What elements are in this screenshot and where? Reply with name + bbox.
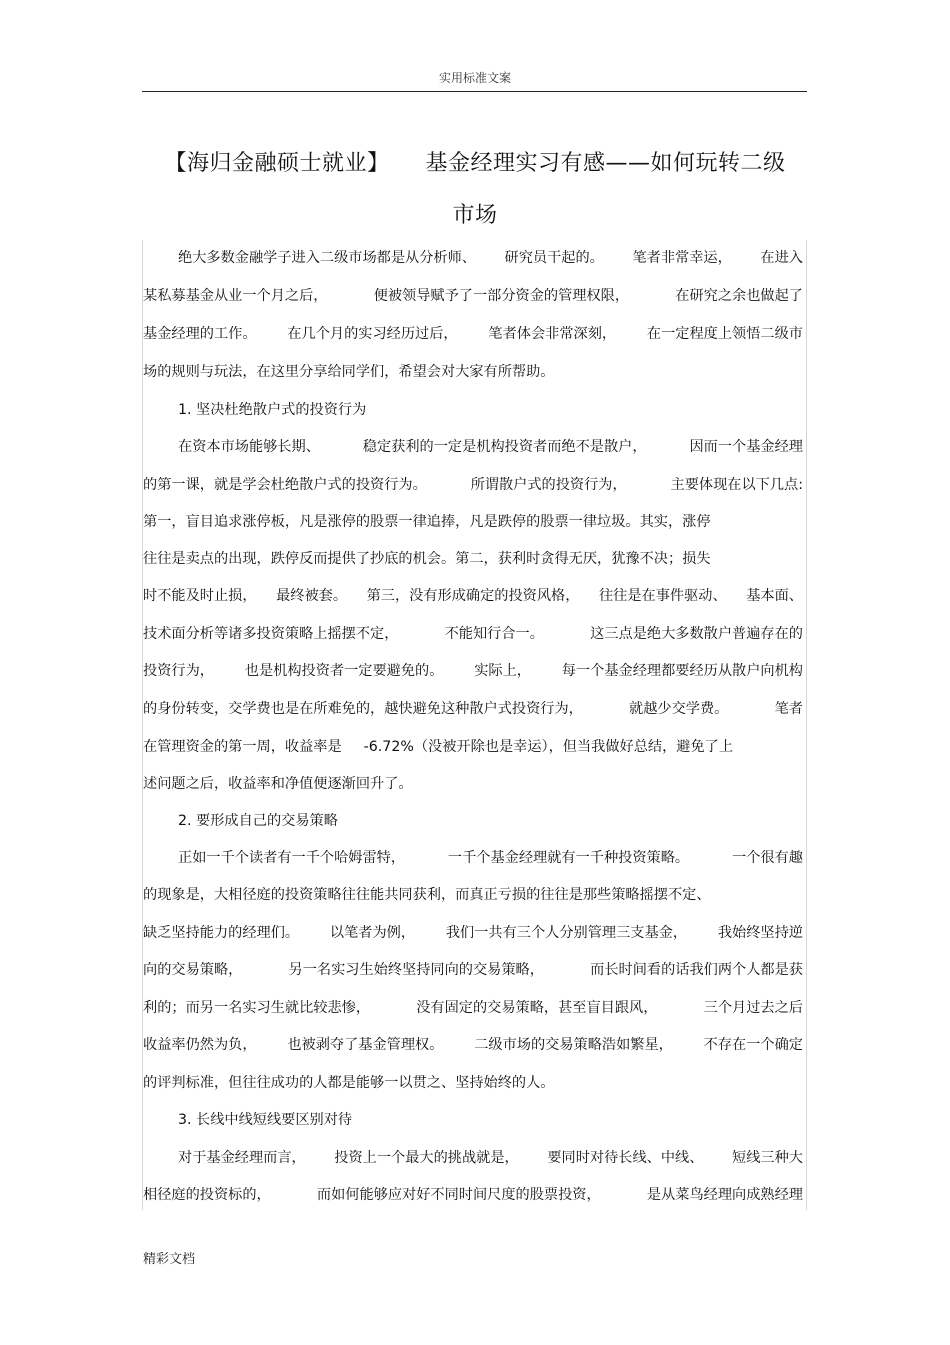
paragraph-line: 时不能及时止损， 最终被套。 第三，没有形成确定的投资风格， 往往是在事件驱动、 基本面、 <box>143 588 803 604</box>
running-header: 实用标准文案 <box>438 71 511 85</box>
document-title-line-1 <box>0 146 950 177</box>
paragraph-line: 的身份转变，交学费也是在所难免的，越快避免这种散户式投资行为， 就越少交学费。 笔者 <box>143 701 803 717</box>
paragraph-line: 利的；而另一名实习生就比较悲惨， 没有固定的交易策略，甚至盲目跟风， 三个月过去之后 <box>143 1000 803 1016</box>
paragraph-line: 基金经理的工作。 在几个月的实习经历过后， 笔者体会非常深刻， 在一定程度上领悟二级市 <box>143 326 803 342</box>
paragraph-line: 技术面分析等诸多投资策略上摇摆不定， 不能知行合一。 这三点是绝大多数散户普遍存在的 <box>143 626 803 642</box>
paragraph-line: 缺乏坚持能力的经理们。 以笔者为例， 我们一共有三个人分别管理三支基金， 我始终坚持逆 <box>143 925 803 941</box>
paragraph-line: 述问题之后，收益率和净值便逐渐回升了。 <box>143 776 413 792</box>
paragraph-line: 向的交易策略， 另一名实习生始终坚持同向的交易策略， 而长时间看的话我们两个人都是获 <box>143 962 803 978</box>
running-footer: 精彩文档 <box>143 1252 196 1267</box>
header-rule <box>142 91 807 92</box>
paragraph-line: 的现象是，大相径庭的投资策略往往能共同获利，而真正亏损的往往是那些策略摇摆不定、 <box>143 887 711 903</box>
paragraph-line: 对于基金经理而言， 投资上一个最大的挑战就是， 要同时对待长线、中线、 短线三种大 <box>178 1150 803 1166</box>
content-frame-right-border <box>806 240 807 1210</box>
paragraph-line: 往往是卖点的出现，跌停反而提供了抄底的机会。第二，获利时贪得无厌，犹豫不决；损失 <box>143 551 711 567</box>
paragraph-line: 的评判标准，但往往成功的人都是能够一以贯之、坚持始终的人。 <box>143 1075 555 1091</box>
section-heading-3: 3. 长线中线短线要区别对待 <box>178 1112 353 1128</box>
paragraph-line: 场的规则与玩法，在这里分享给同学们，希望会对大家有所帮助。 <box>143 364 555 380</box>
section-heading-1: 1. 坚决杜绝散户式的投资行为 <box>178 402 367 418</box>
content-frame-left-border <box>142 240 143 1210</box>
paragraph-line: 相径庭的投资标的， 而如何能够应对好不同时间尺度的股票投资， 是从菜鸟经理向成熟经理 <box>143 1187 803 1203</box>
paragraph-line: 在管理资金的第一周，收益率是 -6.72%（没被开除也是幸运），但当我做好总结，避免了上 <box>143 739 734 755</box>
title-main-part: 基金经理实习有感——如何玩转二级 <box>425 151 786 176</box>
title-bracket-part: 【海归金融硕士就业】 <box>164 151 390 176</box>
paragraph-line: 收益率仍然为负， 也被剥夺了基金管理权。 二级市场的交易策略浩如繁星， 不存在一个确定 <box>143 1037 803 1053</box>
document-title-line-2: 市场 <box>452 203 498 228</box>
paragraph-line: 投资行为， 也是机构投资者一定要避免的。 实际上， 每一个基金经理都要经历从散户向机构 <box>143 663 803 679</box>
paragraph-line: 正如一千个读者有一千个哈姆雷特， 一千个基金经理就有一千种投资策略。 一个很有趣 <box>178 850 803 866</box>
paragraph-line: 在资本市场能够长期、 稳定获利的一定是机构投资者而绝不是散户， 因而一个基金经理 <box>178 439 803 455</box>
paragraph-line: 绝大多数金融学子进入二级市场都是从分析师、 研究员干起的。 笔者非常幸运， 在进入 <box>178 250 803 266</box>
section-heading-2: 2. 要形成自己的交易策略 <box>178 813 338 829</box>
paragraph-line: 第一，盲目追求涨停板，凡是涨停的股票一律追捧，凡是跌停的股票一律垃圾。其实，涨停 <box>143 514 711 530</box>
paragraph-line: 某私募基金从业一个月之后， 便被领导赋予了一部分资金的管理权限， 在研究之余也做起了 <box>143 288 803 304</box>
paragraph-line: 的第一课，就是学会杜绝散户式的投资行为。 所谓散户式的投资行为， 主要体现在以下几点: <box>143 477 803 493</box>
